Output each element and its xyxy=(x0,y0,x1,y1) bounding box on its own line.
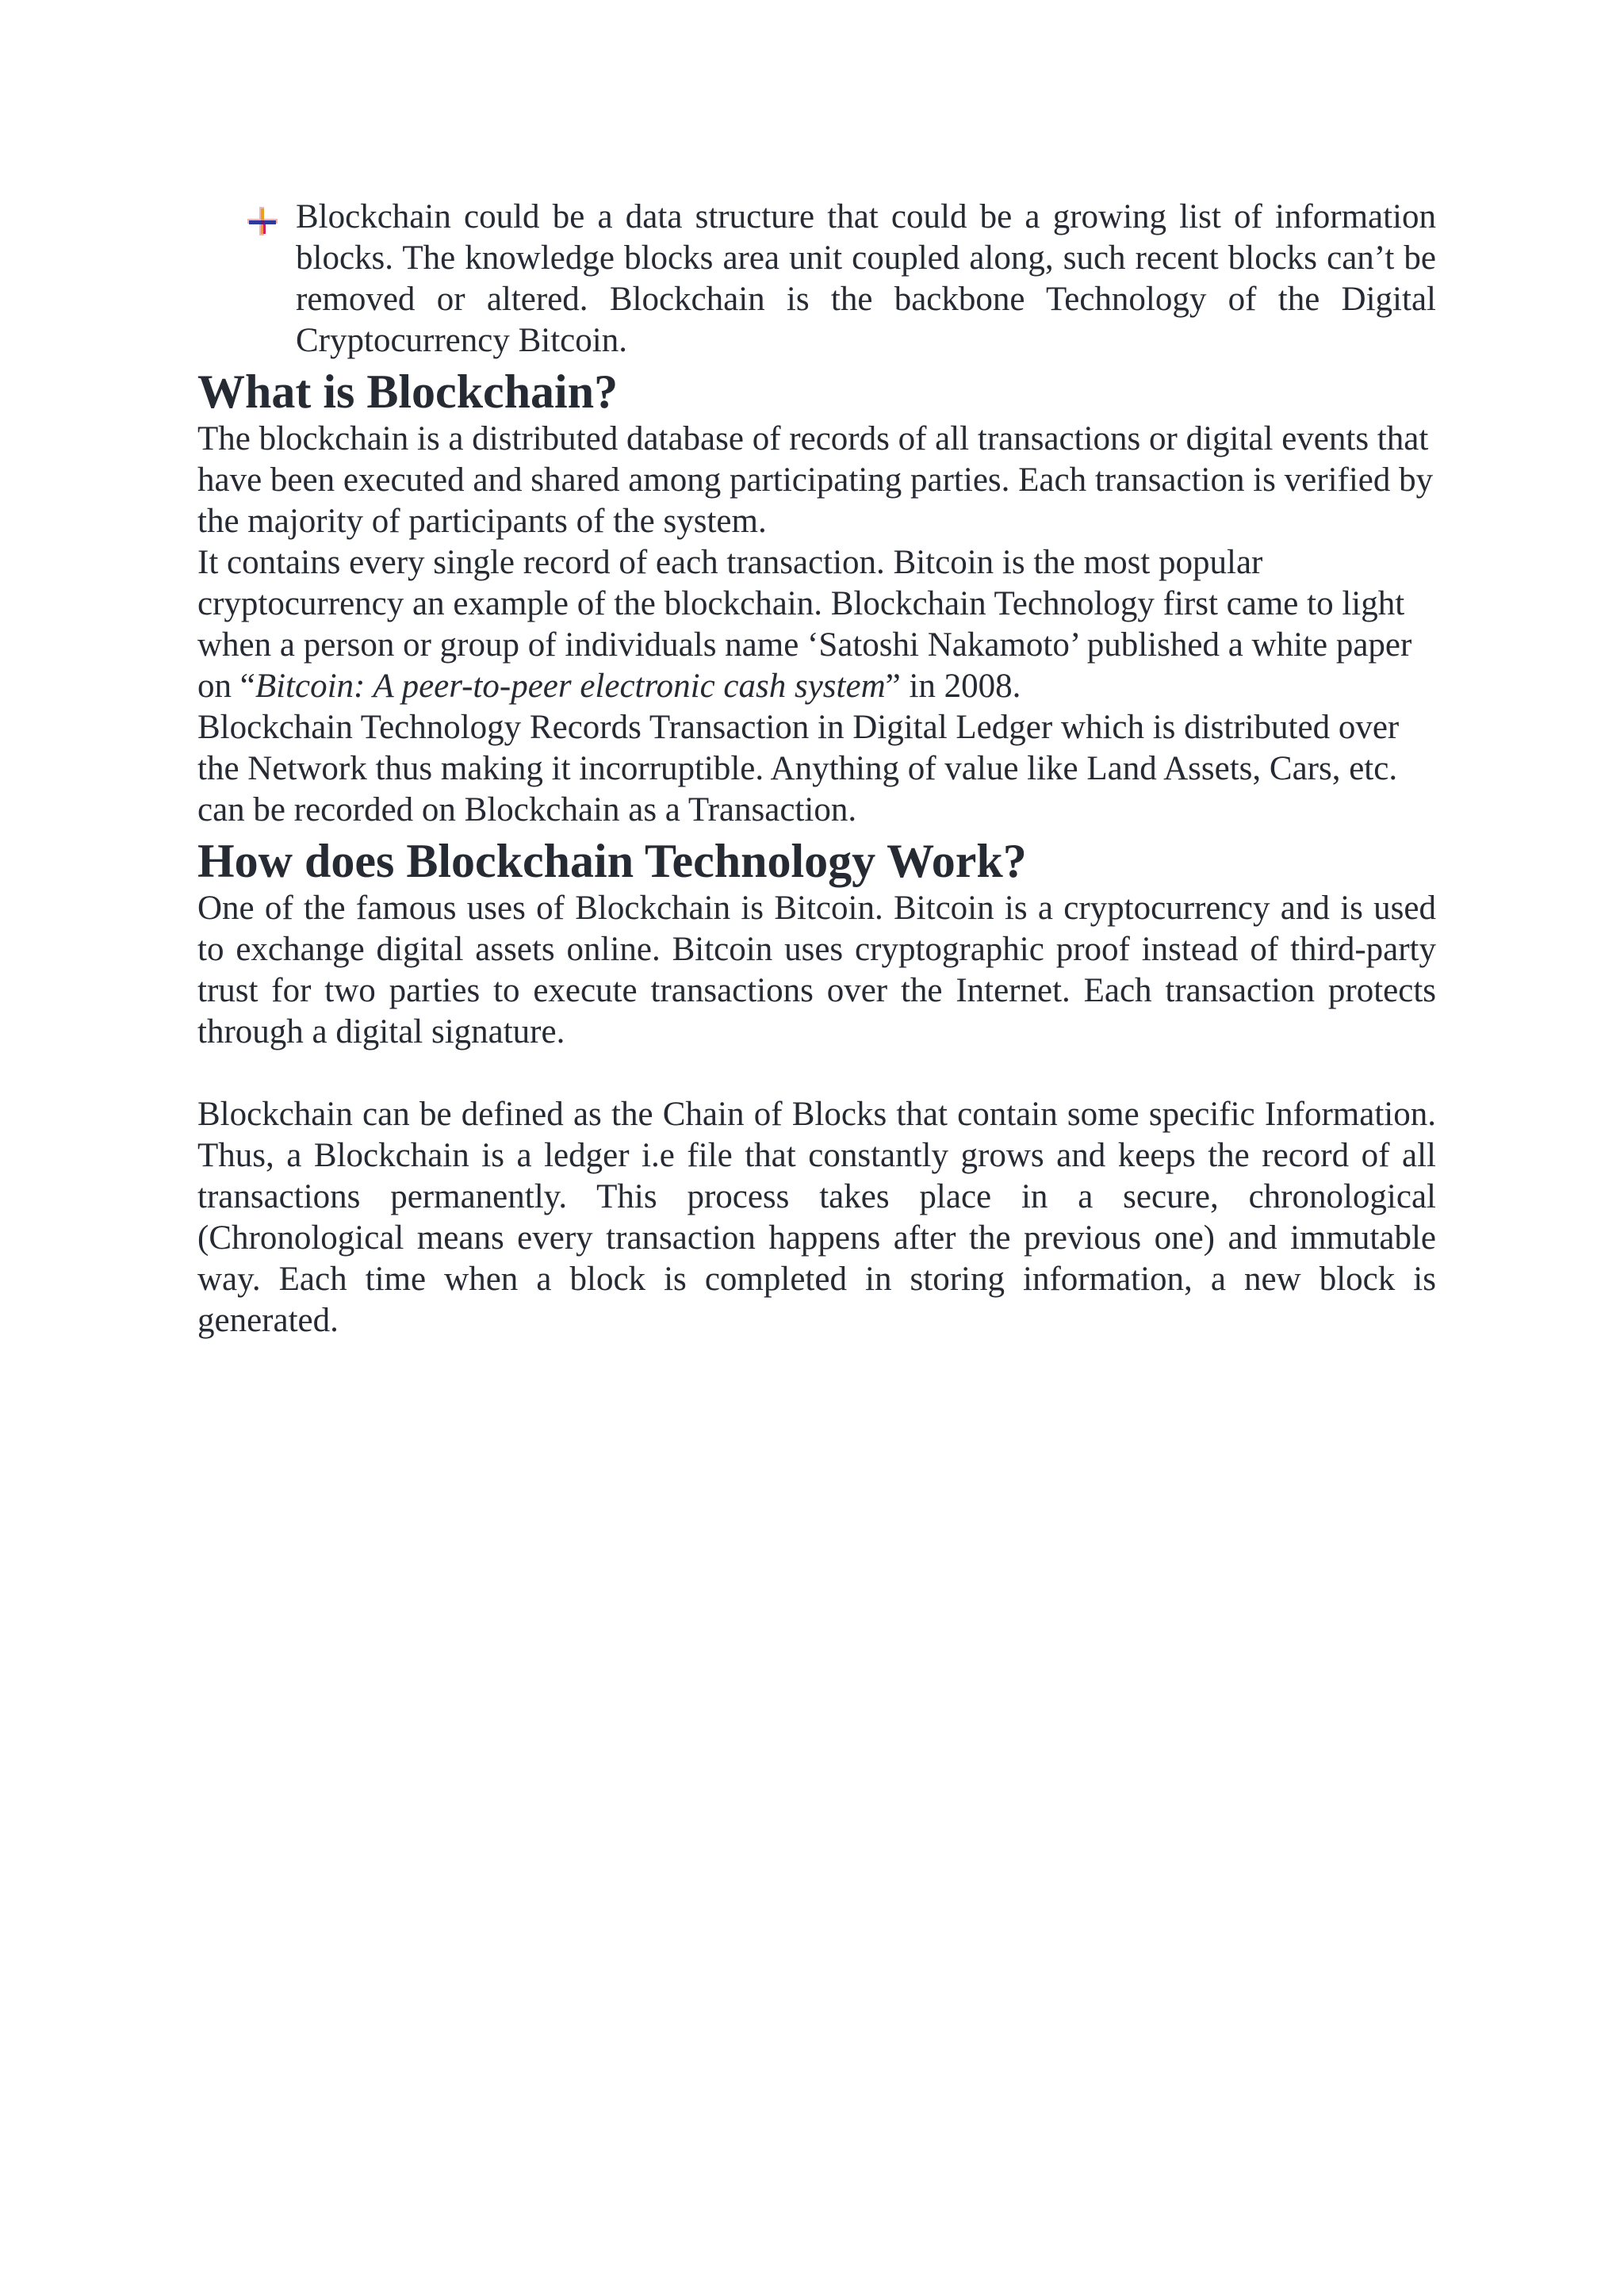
paragraph-definition: The blockchain is a distributed database of records of all transactions or digital events that have been executed and shared among participating parties. Each transaction is verified by the majority of participants of the system. xyxy=(197,420,1434,540)
paragraph-chain-of-blocks: Blockchain can be defined as the Chain of Blocks that contain some specific Information. Thus, a Blockchain is a ledger i.e file that constantly grows and keeps the record of all transactions permanently. This process takes place in a secure, chronological (Chronological means every transaction happens after the previous one) and immutable way. Each time when a block is completed in storing information, a new block is generated. xyxy=(197,1096,1436,1339)
history-text-start: It contains every single record of each transaction. Bitcoin is the most popular cryptocurrency an example of the blockchain. Blockchain Technology first came to light when a person or group of individuals name ‘Satoshi Nakamoto’ published a white paper on “ xyxy=(197,544,1412,705)
history-text-end: ” in 2008. xyxy=(885,668,1021,705)
bullet-text: Blockchain could be a data structure that could be a growing list of information blocks. The knowledge blocks area unit coupled along, such recent blocks can’t be removed or altered. Blockchain is the backbone Technology of the Digital Cryptocurrency Bitcoin. xyxy=(296,198,1436,359)
bullet-list-item xyxy=(197,197,1436,362)
paragraph-history xyxy=(197,542,1436,707)
whitepaper-title: Bitcoin: A peer-to-peer electronic cash system xyxy=(255,668,886,705)
heading-how-it-works: How does Blockchain Technology Work? xyxy=(197,835,1027,887)
paragraph-bitcoin-use: One of the famous uses of Blockchain is Bitcoin. Bitcoin is a cryptocurrency and is used to exchange digital assets online. Bitcoin uses cryptographic proof instead of third-party trust for two parties to execute transactions over the Internet. Each transaction protects through a digital signature. xyxy=(197,890,1436,1050)
heading-what-is-blockchain: What is Blockchain? xyxy=(197,365,619,418)
paragraph-ledger: Blockchain Technology Records Transaction in Digital Ledger which is distributed over the Network thus making it incorruptible. Anything of value like Land Assets, Cars, etc. can be recorded on Blockchain as a Transaction. xyxy=(197,709,1400,828)
paragraph-spacer xyxy=(197,1053,1436,1094)
plus-bullet-icon xyxy=(247,205,278,233)
document-content xyxy=(197,197,1436,1341)
